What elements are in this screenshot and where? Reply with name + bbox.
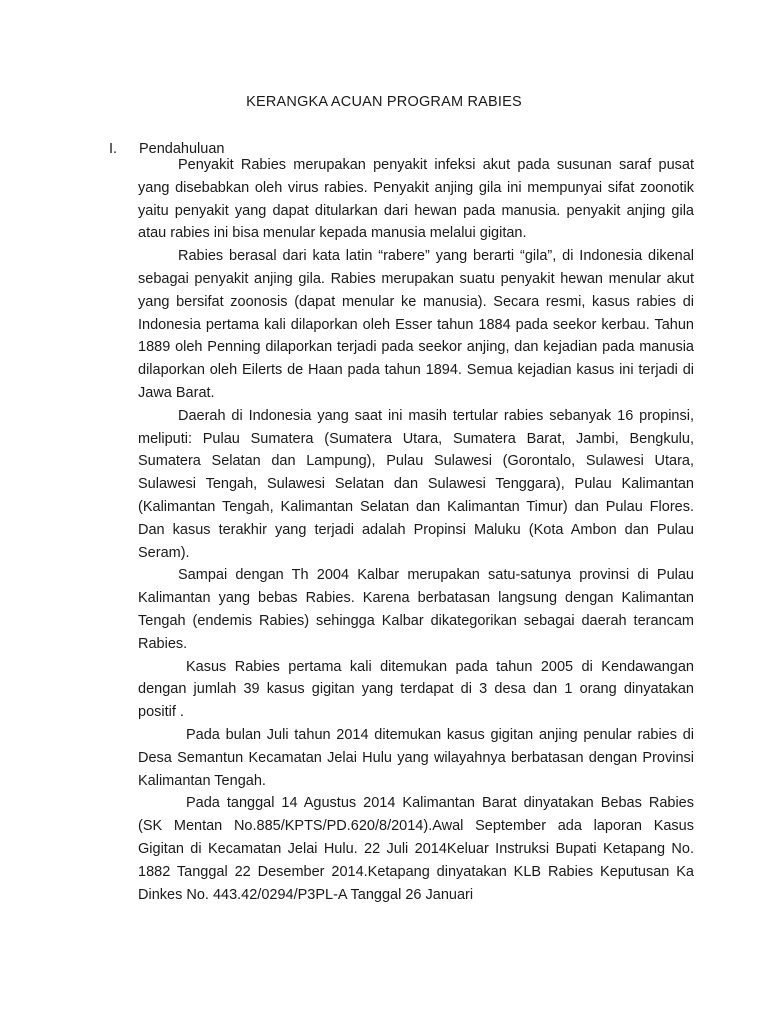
paragraph: Kasus Rabies pertama kali ditemukan pada tahun 2005 di Kendawangan dengan jumlah 39 kasus gigitan yang terdapat di 3 desa dan 1 orang dinyatakan positif . <box>138 658 694 721</box>
paragraph: Penyakit Rabies merupakan penyakit infeksi akut pada susunan saraf pusat yang disebabkan oleh virus rabies. Penyakit anjing gila ini mempunyai sifat zoonotik yaitu penyakit yang dapat ditularkan dari hewan pada manusia. penyakit anjing gila atau rabies ini bisa menular kepada manusia melalui gigitan. <box>138 157 694 242</box>
paragraph: Pada bulan Juli tahun 2014 ditemukan kasus gigitan anjing penular rabies di Desa Semantun Kecamatan Jelai Hulu yang wilayahnya berbatasan dengan Provinsi Kalimantan Tengah. <box>138 726 694 789</box>
paragraph: Sampai dengan Th 2004 Kalbar merupakan satu-satunya provinsi di Pulau Kalimantan yang bebas Rabies. Karena berbatasan langsung dengan Kalimantan Tengah (endemis Rabies) sehingga Kalbar dikategorikan sebagai daerah terancam Rabies. <box>138 567 694 652</box>
paragraph: Rabies berasal dari kata latin “rabere” yang berarti “gila”, di Indonesia dikenal sebagai penyakit anjing gila. Rabies merupakan suatu penyakit hewan menular akut yang bersifat zoonosis (dapat menular ke manusia). Secara resmi, kasus rabies di Indonesia pertama kali dilaporkan oleh Esser tahun 1884 pada seekor kerbau. Tahun 1889 oleh Penning dilaporkan terjadi pada seekor anjing, dan kejadian pada manusia dilaporkan oleh Eilerts de Haan pada tahun 1894. Semua kejadian kasus ini terjadi di Jawa Barat. <box>138 248 694 401</box>
document-body <box>138 154 694 906</box>
section-title: Pendahuluan <box>139 141 225 157</box>
paragraph: Daerah di Indonesia yang saat ini masih tertular rabies sebanyak 16 propinsi, meliputi: Pulau Sumatera (Sumatera Utara, Sumatera Barat, Jambi, Bengkulu, Sumatera Selatan dan Lampung), Pulau Sulawesi (Gorontalo, Sulawesi Utara, Sulawesi Tengah, Sulawesi Selatan dan Sulawesi Tenggara), Pulau Kalimantan (Kalimantan Tengah, Kalimantan Selatan dan Kalimantan Timur) dan Pulau Flores. Dan kasus terakhir yang terjadi adalah Propinsi Maluku (Kota Ambon dan Pulau Seram). <box>138 407 694 561</box>
paragraph: Pada tanggal 14 Agustus 2014 Kalimantan Barat dinyatakan Bebas Rabies (SK Mentan No.885/KPTS/PD.620/8/2014).Awal September ada laporan Kasus Gigitan di Kecamatan Jelai Hulu. 22 Juli 2014Keluar Instruksi Bupati Ketapang No. 1882 Tanggal 22 Desember 2014.Ketapang dinyatakan KLB Rabies Keputusan Ka Dinkes No. 443.42/0294/P3PL-A Tanggal 26 Januari <box>138 795 694 903</box>
section-number: I. <box>109 141 118 157</box>
document-title: KERANGKA ACUAN PROGRAM RABIES <box>246 94 522 110</box>
